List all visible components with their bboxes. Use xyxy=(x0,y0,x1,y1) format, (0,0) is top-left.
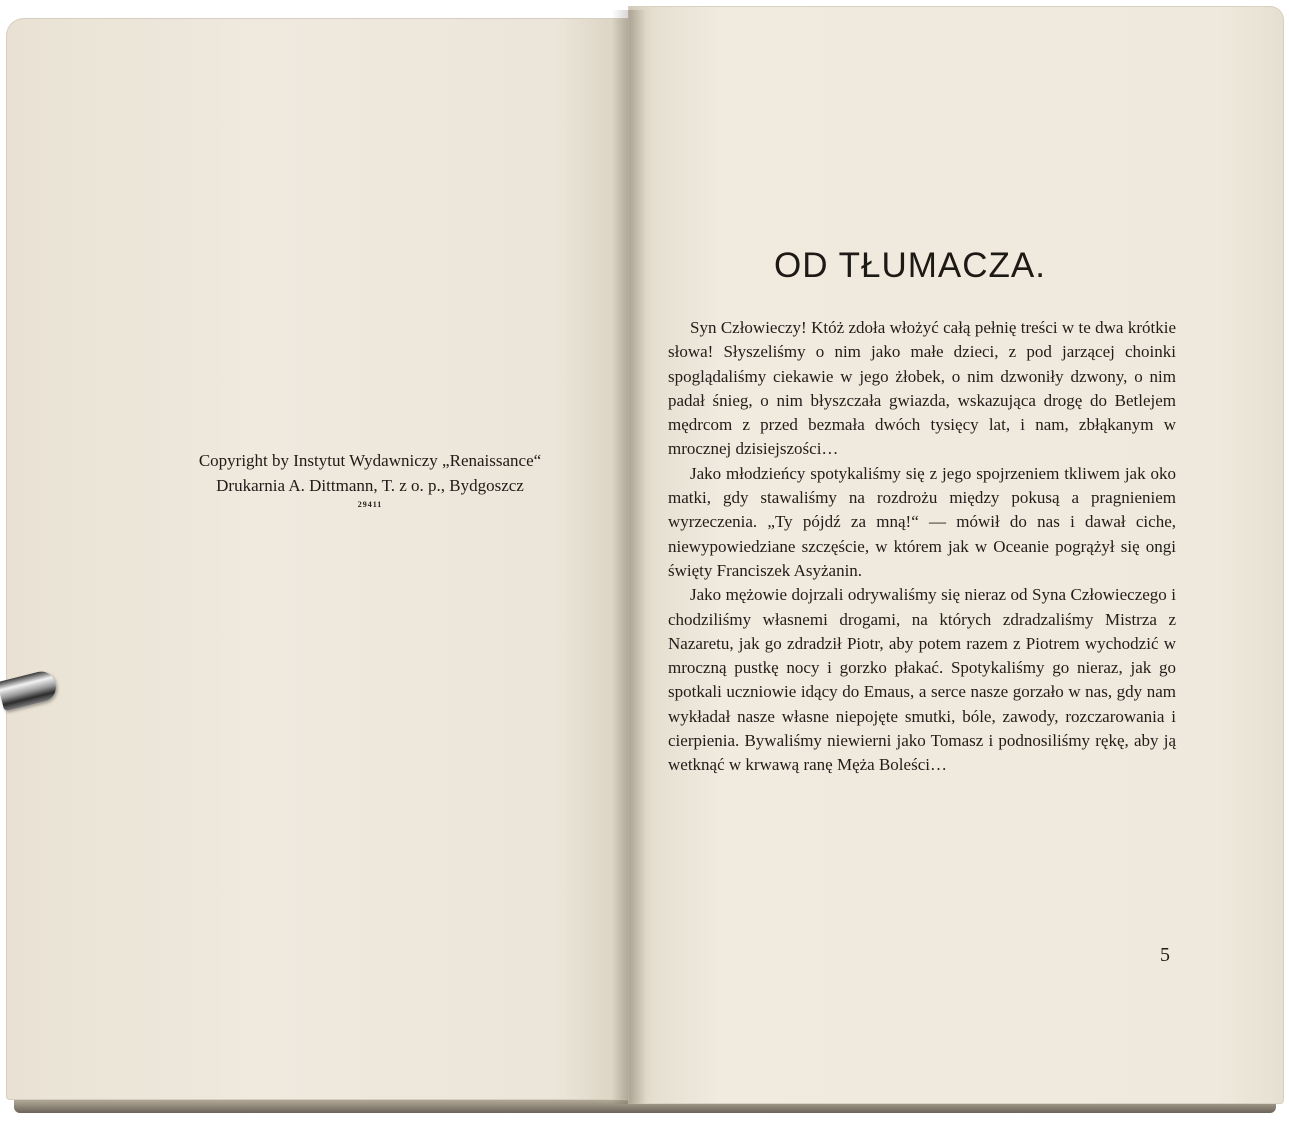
print-number: 29411 xyxy=(357,500,383,509)
book-gutter xyxy=(612,10,646,1104)
paragraph: Jako mężowie dojrzali odrywaliśmy się nieraz od Syna Człowieczego i chodziliśmy własnemi drogami, na których zdradzaliśmy Mistrza z Nazaretu, jak go zdradził Piotr, aby potem razem z Piotrem wychodzić w mroczną pustkę nocy i gorzko płakać. Spotykaliśmy go nieraz, jak go spotkali uczniowie idący do Emaus, a serce nasze gorzało w nas, gdy nam wykładał nasze własne niepojęte smutki, bóle, zawody, rozczarowania i cierpienia. Bywaliśmy niewierni jako Tomasz i podnosiliśmy rękę, aby ją wetknąć w krwawą ranę Męża Boleści… xyxy=(668,585,1176,775)
left-page xyxy=(6,18,630,1100)
page-number: 5 xyxy=(1160,944,1170,966)
chapter-title: OD TŁUMACZA. xyxy=(774,246,1046,285)
body-text xyxy=(668,316,1176,778)
copyright-publisher-line: Copyright by Instytut Wydawniczy „Renaissance“ xyxy=(198,451,542,470)
paragraph: Jako młodzieńcy spotykaliśmy się z jego spojrzeniem tkliwem jak oko matki, gdy stawaliśmy na rozdrożu między pokusą a pragnieniem wyrzeczenia. „Ty pójdź za mną!“ — mówił do nas i dawał ciche, niewypowiedziane szczęście, w którem jak w Oceanie pogrążył się ongi święty Franciszek Asyżanin. xyxy=(668,463,1176,580)
copyright-notice xyxy=(150,448,590,512)
copyright-printer-line: Drukarnia A. Dittmann, T. z o. p., Bydgoszcz xyxy=(216,476,524,495)
paragraph: Syn Człowieczy! Któż zdoła włożyć całą pełnię treści w te dwa krótkie słowa! Słyszeliśmy o nim jako małe dzieci, z pod jarzącej choinki spoglądaliśmy ciekawie w jego żłobek, o nim dzwoniły dzwony, o nim padał śnieg, o nim błyszczała gwiazda, wskazująca drogę do Betlejem mędrcom z przed bezmała dwóch tysięcy lat, i nam, zbłąkanym w mrocznej dzisiejszości… xyxy=(668,318,1176,459)
